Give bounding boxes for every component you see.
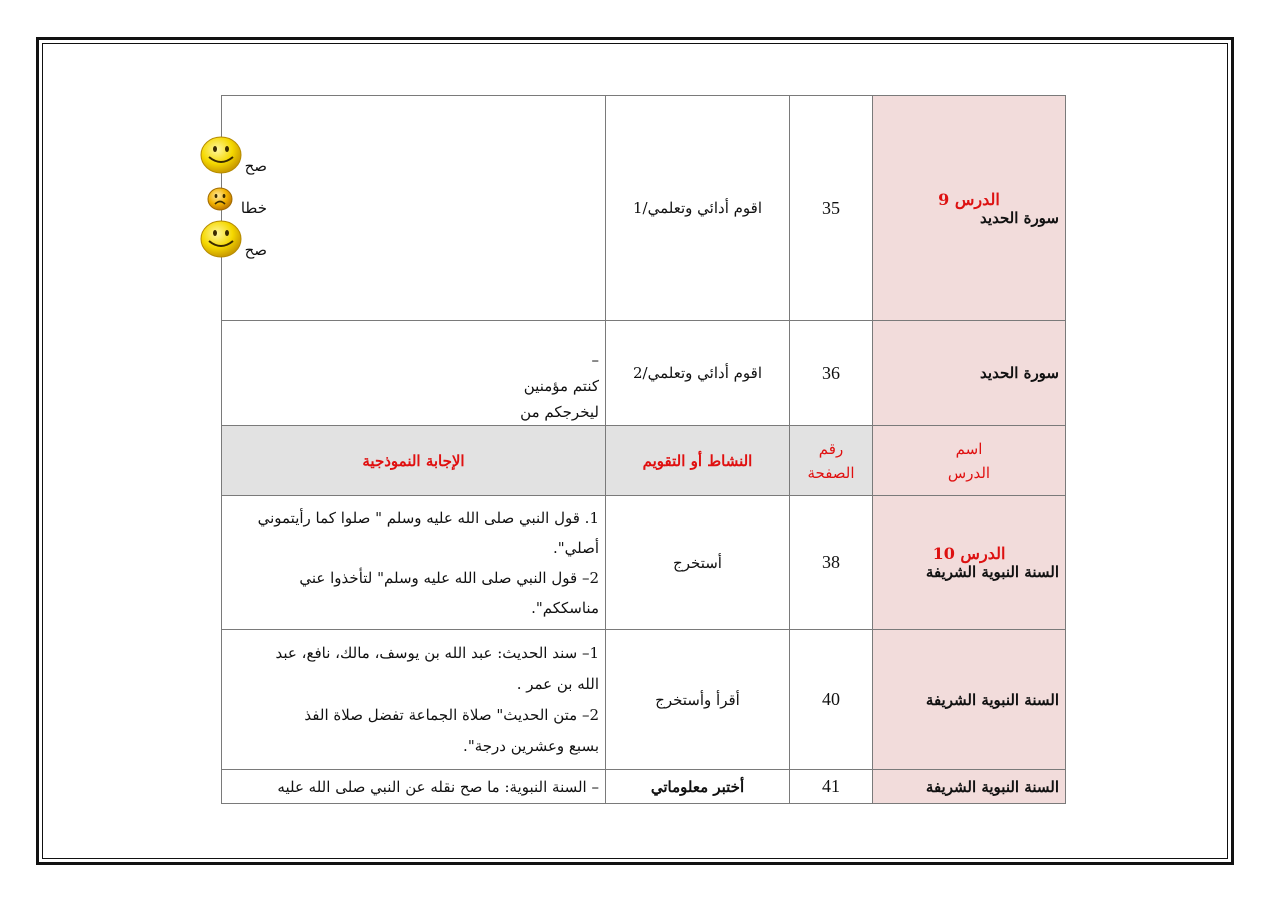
answer-line: بسبع وعشرين درجة". [463,736,599,755]
lesson-name-cell [873,496,1066,630]
answer-text: صح [244,241,267,259]
list-item [228,145,599,187]
answer-cell [222,630,606,770]
header-page-number [790,426,873,496]
answer-cell [222,96,606,321]
header-text: الدرس [947,463,991,482]
header-text: الصفحة [807,463,855,482]
table-row [222,770,1066,804]
answer-line: كنتم مؤمنين [523,377,599,395]
lesson-title: السنة النبوية الشريفة [925,563,1059,581]
lesson-name-cell [873,770,1066,804]
lesson-number: الدرس 9 [938,189,1000,209]
answer-line: 1– سند الحديث: عبد الله بن يوسف، مالك، نافع، عبد [275,643,599,662]
page-number-cell: 35 [790,96,873,321]
page-number-cell: 38 [790,496,873,630]
page-number-cell: 36 [790,321,873,426]
answer-cell [222,496,606,630]
page-number-cell: 41 [790,770,873,804]
activity-cell: أستخرج [606,496,790,630]
activity-cell: اقوم أدائي وتعلمي/1 [606,96,790,321]
table-row [222,630,1066,770]
answer-line: الله بن عمر . [516,674,599,693]
header-lesson-name [873,426,1066,496]
answer-line: – السنة النبوية: ما صح نقله عن النبي صلى الله عليه [277,777,599,796]
lesson-name-cell [873,96,1066,321]
header-activity: النشاط أو التقويم [606,426,790,496]
answer-line: 2– متن الحديث" صلاة الجماعة تفضل صلاة الفذ [304,705,599,724]
header-answer: الإجابة النموذجية [222,426,606,496]
activity-cell: اقوم أدائي وتعلمي/2 [606,321,790,426]
lesson-name-cell [873,321,1066,426]
answer-line: 2– قول النبي صلى الله عليه وسلم" لتأخذوا عني [299,568,599,587]
answer-cell [222,321,606,426]
lesson-number: الدرس 10 [932,544,1006,563]
answer-text: خطا [240,199,267,217]
table-row [222,96,1066,321]
sad-smiley-icon [207,187,233,218]
activity-cell: أختبر معلوماتي [606,770,790,804]
lesson-name-cell [873,630,1066,770]
header-text: اسم [955,439,983,458]
answer-text: صح [244,157,267,175]
happy-smiley-icon [199,135,243,182]
table-row [222,321,1066,426]
answer-line: أصلي". [552,538,599,557]
happy-smiley-icon [199,219,243,266]
activity-cell: أقرأ وأستخرج [606,630,790,770]
list-item [228,229,599,271]
page-number-cell: 40 [790,630,873,770]
header-text: رقم [818,439,844,458]
answer-cell [222,770,606,804]
table-header-row [222,426,1066,496]
answer-line: ليخرجكم من [520,403,599,421]
answer-line: مناسككم". [531,598,599,617]
table-row [222,496,1066,630]
lesson-title: السنة النبوية الشريفة [925,690,1059,709]
lesson-title: سورة الحديد [980,208,1059,227]
lessons-table [221,95,1066,804]
answer-list [228,145,599,271]
answer-line: 1. قول النبي صلى الله عليه وسلم " صلوا كما رأيتموني [257,508,599,527]
lesson-title: سورة الحديد [980,364,1059,382]
answer-line: – [591,351,599,369]
list-item [228,187,599,229]
lesson-title: السنة النبوية الشريفة [925,777,1059,796]
